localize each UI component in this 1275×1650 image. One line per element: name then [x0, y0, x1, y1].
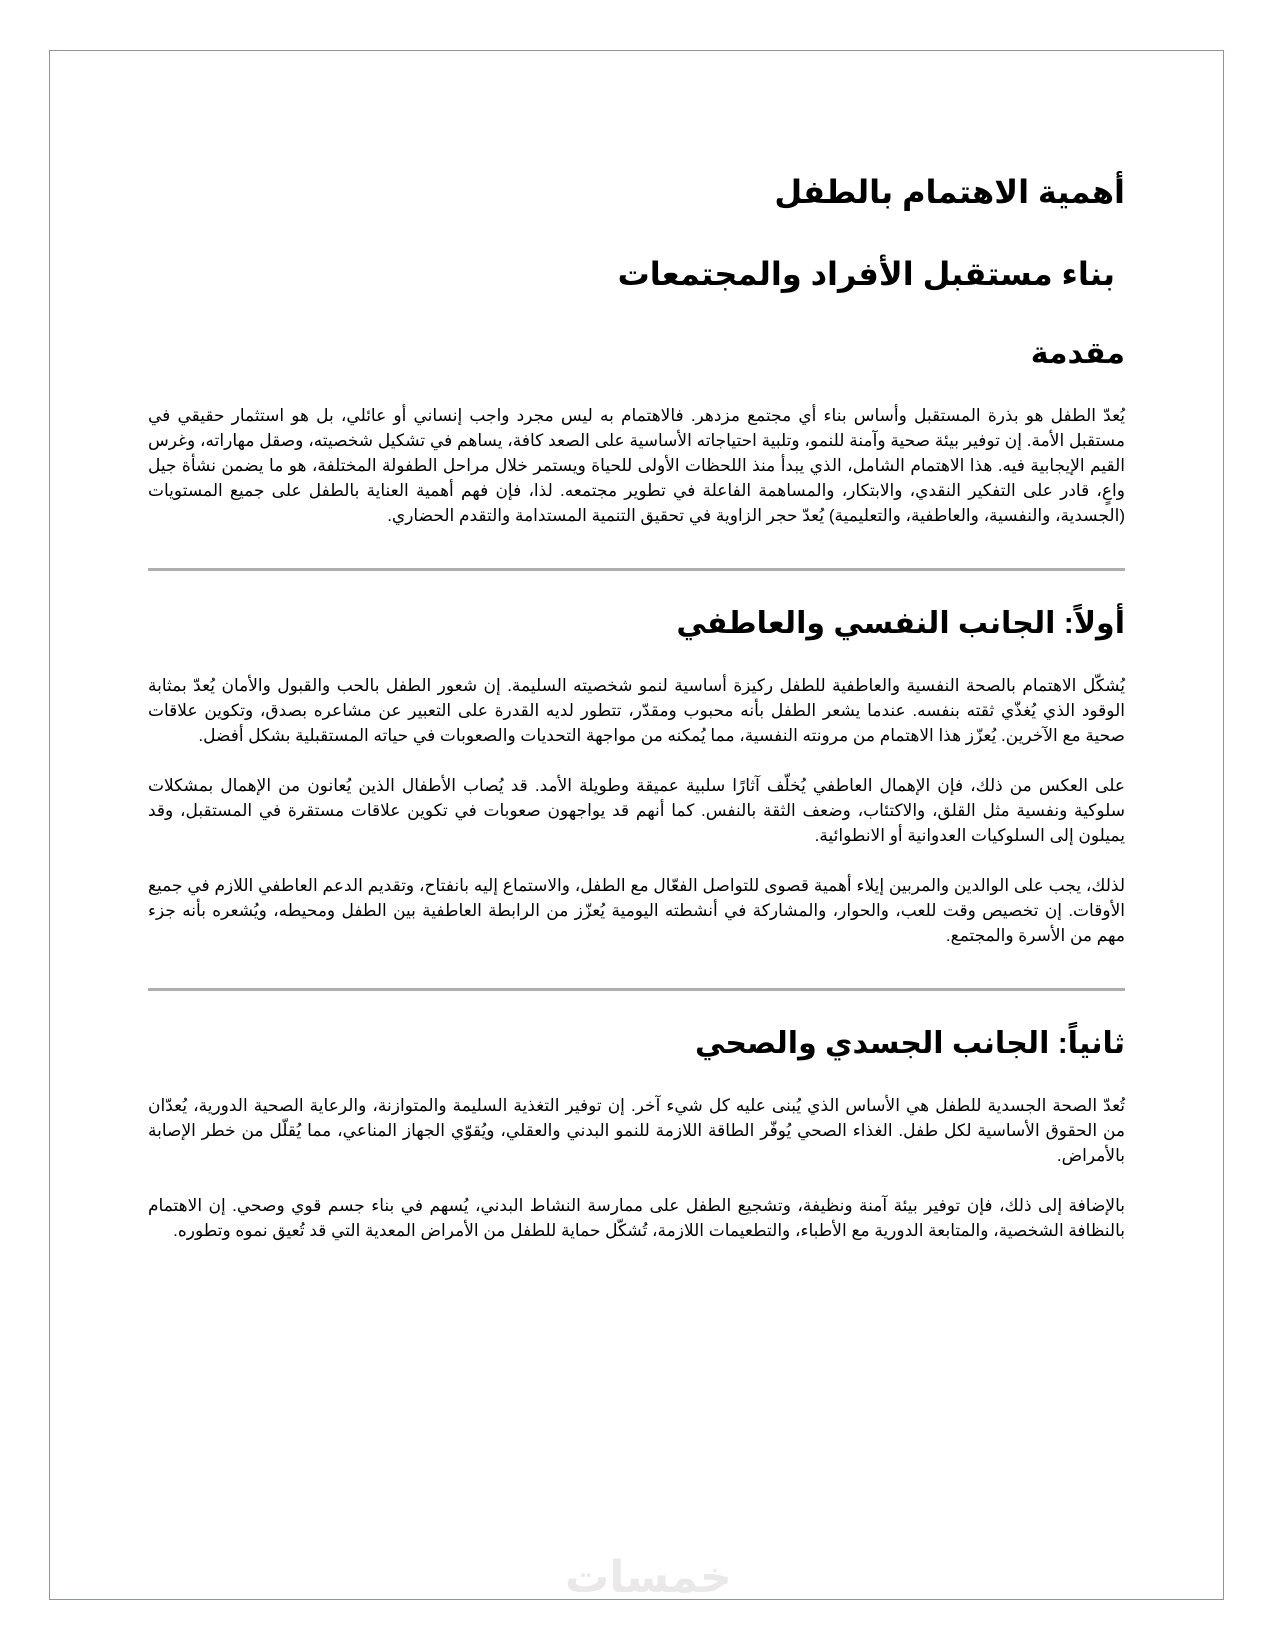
document-title: أهمية الاهتمام بالطفل [774, 174, 1125, 210]
watermark-logo: خمسات [565, 1553, 732, 1602]
intro-paragraph: يُعدّ الطفل هو بذرة المستقبل وأساس بناء أي مجتمع مزدهر. فالاهتمام به ليس مجرد واجب إنساني أو عائلي، بل هو استثمار حقيقي في مستقبل الأمة. إن توفير بيئة صحية وآمنة للنمو، وتلبية احتياجاته الأساسية على الصعد كافة، يساهم في تشكيل شخصيته، وصقل مهاراته، وغرس القيم الإيجابية فيه. هذا الاهتمام الشامل، الذي يبدأ منذ اللحظات الأولى للحياة ويستمر خلال مراحل الطفولة المختلفة، هو ما يضمن نشأة جيل واعٍ، قادر على التفكير النقدي، والابتكار، والمساهمة الفاعلة في تطوير مجتمعه. لذا، فإن فهم أهمية العناية بالطفل على جميع المستويات (الجسدية، والنفسية، والعاطفية، والتعليمية) يُعدّ حجر الزاوية في تحقيق التنمية المستدامة والتقدم الحضاري. [148, 406, 1125, 525]
section-divider [148, 988, 1125, 991]
emotional-paragraph-2: على العكس من ذلك، فإن الإهمال العاطفي يُخلّف آثارًا سلبية عميقة وطويلة الأمد. قد يُصاب الأطفال الذين يُعانون من الإهمال بمشكلات سلوكية ونفسية مثل القلق، والاكتئاب، وضعف الثقة بالنفس. كما أنهم قد يواجهون صعوبات في تكوين علاقات مستقرة في المستقبل، وقد يميلون إلى السلوكيات العدوانية أو الانطوائية. [148, 776, 1125, 845]
emotional-paragraph-3: لذلك، يجب على الوالدين والمربين إيلاء أهمية قصوى للتواصل الفعّال مع الطفل، والاستماع إليه بانفتاح، وتقديم الدعم العاطفي اللازم في جميع الأوقات. إن تخصيص وقت للعب، والحوار، والمشاركة في أنشطته اليومية يُعزّز من الرابطة العاطفية بين الطفل ومحيطه، ويُشعره بأنه جزء مهم من الأسرة والمجتمع. [148, 876, 1125, 945]
document-body [148, 170, 1125, 1243]
section-heading-physical: ثانياً: الجانب الجسدي والصحي [694, 1027, 1125, 1060]
section-divider [148, 568, 1125, 571]
section-heading-intro: مقدمة [1030, 337, 1125, 370]
physical-paragraph-1: تُعدّ الصحة الجسدية للطفل هي الأساس الذي يُبنى عليه كل شيء آخر. إن توفير التغذية السليمة والمتوازنة، والرعاية الصحية الدورية، يُعدّان من الحقوق الأساسية لكل طفل. الغذاء الصحي يُوفّر الطاقة اللازمة للنمو البدني والعقلي، ويُقوّي الجهاز المناعي، مما يُقلّل من خطر الإصابة بالأمراض. [148, 1096, 1125, 1165]
physical-paragraph-2: بالإضافة إلى ذلك، فإن توفير بيئة آمنة ونظيفة، وتشجيع الطفل على ممارسة النشاط البدني، يُسهم في بناء جسم قوي وصحي. إن الاهتمام بالنظافة الشخصية، والمتابعة الدورية مع الأطباء، والتطعيمات اللازمة، تُشكّل حماية للطفل من الأمراض المعدية التي قد تُعيق نموه وتطوره. [148, 1196, 1125, 1240]
emotional-paragraph-1: يُشكّل الاهتمام بالصحة النفسية والعاطفية للطفل ركيزة أساسية لنمو شخصيته السليمة. إن شعور الطفل بالحب والقبول والأمان يُعدّ بمثابة الوقود الذي يُغذّي ثقته بنفسه. عندما يشعر الطفل بأنه محبوب ومقدّر، تتطور لديه القدرة على التعبير عن مشاعره بصدق، وتكوين علاقات صحية مع الآخرين. يُعزّز هذا الاهتمام من مرونته النفسية، مما يُمكنه من مواجهة التحديات والصعوبات في حياته المستقبلية بشكل أفضل. [148, 676, 1125, 745]
section-heading-emotional: أولاً: الجانب النفسي والعاطفي [676, 607, 1125, 640]
document-subtitle: بناء مستقبل الأفراد والمجتمعات [617, 256, 1115, 292]
